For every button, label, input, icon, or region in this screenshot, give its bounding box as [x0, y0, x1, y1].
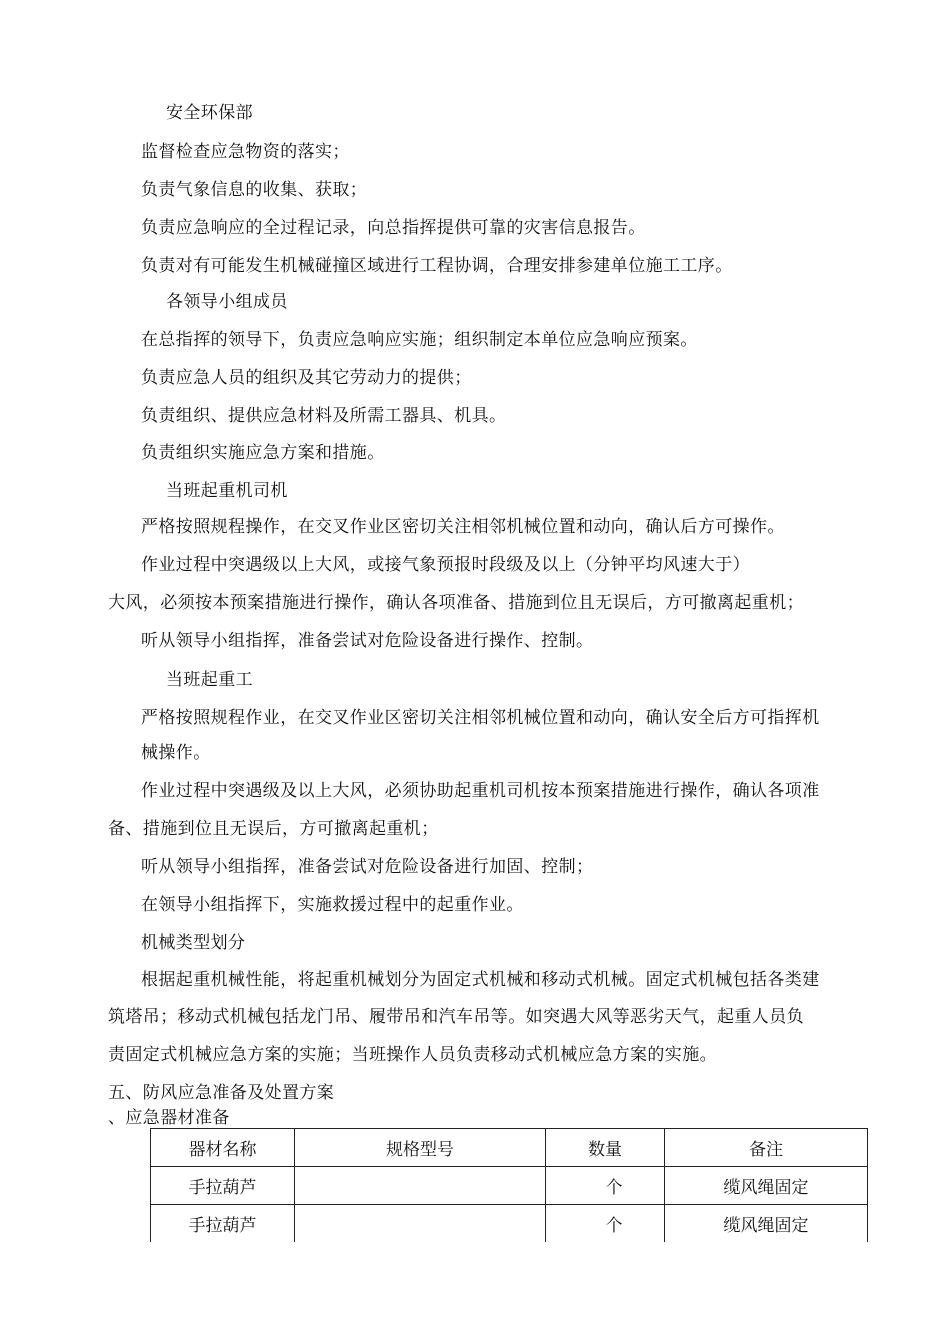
paragraph-line: 严格按照规程作业，在交叉作业区密切关注相邻机械位置和动向，确认安全后方可指挥机: [141, 708, 820, 728]
paragraph-line: 根据起重机械性能，将起重机械划分为固定式机械和移动式机械。固定式机械包括各类建: [141, 970, 820, 990]
table-header-row: [151, 1129, 868, 1167]
paragraph-line: 作业过程中突遇级及以上大风，必须协助起重机司机按本预案措施进行操作，确认各项准: [141, 781, 820, 801]
equipment-table: [150, 1128, 868, 1242]
paragraph-line: 监督检查应急物资的落实；: [141, 142, 350, 162]
paragraph-line: 听从领导小组指挥，准备尝试对危险设备进行操作、控制。: [141, 631, 594, 651]
paragraph-line: 负责应急响应的全过程记录，向总指挥提供可靠的灾害信息报告。: [141, 218, 646, 238]
header-cell: 器材名称: [151, 1129, 295, 1167]
paragraph-line: 责固定式机械应急方案的实施；当班操作人员负责移动式机械应急方案的实施。: [108, 1045, 717, 1065]
header-cell: 备注: [665, 1129, 868, 1167]
paragraph-line: 负责组织、提供应急材料及所需工器具、机具。: [141, 406, 507, 426]
cell-spec: [295, 1205, 546, 1243]
paragraph-line: 负责气象信息的收集、获取；: [141, 180, 368, 200]
header-cell: 规格型号: [295, 1129, 546, 1167]
heading-safety-dept: 安全环保部: [166, 103, 253, 123]
heading-machine-types: 机械类型划分: [141, 933, 246, 953]
cell-note: 缆风绳固定: [665, 1167, 868, 1205]
heading-leader-group: 各领导小组成员: [166, 292, 288, 312]
paragraph-line: 负责对有可能发生机械碰撞区域进行工程协调，合理安排参建单位施工工序。: [141, 256, 733, 276]
paragraph-line: 备、措施到位且无误后，方可撤离起重机；: [108, 819, 439, 839]
paragraph-line: 负责组织实施应急方案和措施。: [141, 443, 385, 463]
paragraph-line: 作业过程中突遇级以上大风，或接气象预报时段级及以上（分钟平均风速大于）: [141, 555, 750, 575]
cell-qty: 个: [546, 1205, 665, 1243]
paragraph-line: 械操作。: [141, 743, 211, 763]
cell-spec: [295, 1167, 546, 1205]
paragraph-line: 负责应急人员的组织及其它劳动力的提供；: [141, 368, 472, 388]
heading-rigger: 当班起重工: [166, 670, 253, 690]
cell-name: 手拉葫芦: [151, 1205, 295, 1243]
table-row: [151, 1205, 868, 1243]
heading-crane-driver: 当班起重机司机: [166, 481, 288, 501]
paragraph-line: 大风，必须按本预案措施进行操作，确认各项准备、措施到位且无误后，方可撤离起重机；: [108, 593, 804, 613]
table-row: [151, 1167, 868, 1205]
paragraph-line: 严格按照规程操作，在交叉作业区密切关注相邻机械位置和动向，确认后方可操作。: [141, 517, 785, 537]
section-heading: 五、防风应急准备及处置方案: [108, 1083, 335, 1103]
paragraph-line: 在总指挥的领导下，负责应急响应实施；组织制定本单位应急响应预案。: [141, 330, 698, 350]
subsection-heading: 、应急器材准备: [108, 1108, 230, 1128]
cell-note: 缆风绳固定: [665, 1205, 868, 1243]
cell-name: 手拉葫芦: [151, 1167, 295, 1205]
paragraph-line: 在领导小组指挥下，实施救援过程中的起重作业。: [141, 895, 524, 915]
cell-qty: 个: [546, 1167, 665, 1205]
paragraph-line: 筑塔吊；移动式机械包括龙门吊、履带吊和汽车吊等。如突遇大风等恶劣天气，起重人员负: [108, 1007, 804, 1027]
header-cell: 数量: [546, 1129, 665, 1167]
paragraph-line: 听从领导小组指挥，准备尝试对危险设备进行加固、控制；: [141, 857, 594, 877]
